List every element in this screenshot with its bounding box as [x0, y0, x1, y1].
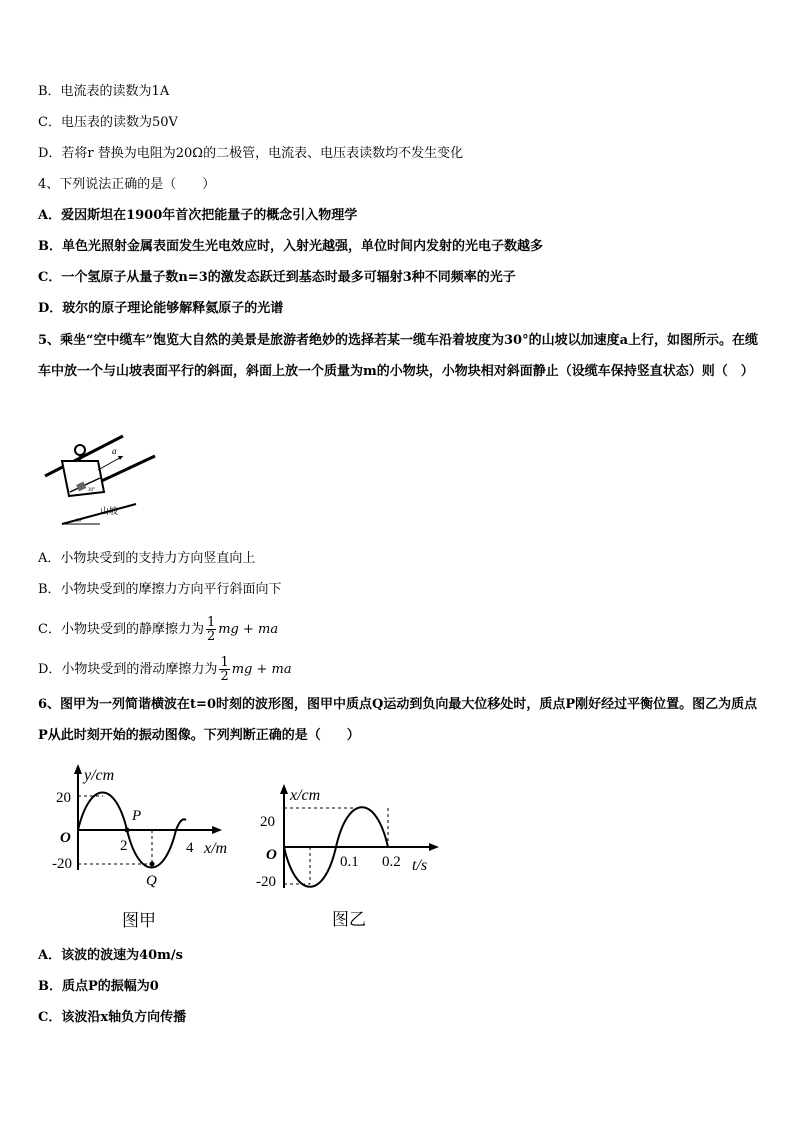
vibration-origin-label: O: [266, 847, 277, 863]
q5-cable-car-figure: [40, 418, 160, 530]
wave-x-tick-4: 4: [186, 840, 194, 856]
vibration-y-tick-top: 20: [260, 814, 275, 830]
accel-label: a: [112, 446, 117, 456]
q4-stem: 4、下列说法正确的是（ ）: [38, 177, 216, 192]
wave-y-tick-bottom: -20: [52, 856, 72, 872]
q5-option-d: [38, 656, 292, 683]
incline-angle-label: 30°: [88, 488, 95, 493]
q5-option-d-expression: mg + ma: [231, 662, 292, 677]
slope-angle-label: 30°: [76, 519, 83, 524]
vibration-t-tick-0.2: 0.2: [382, 854, 401, 870]
wave-x-axis-label: x/m: [204, 840, 228, 857]
q4-option-a: A．爱因斯坦在1900年首次把能量子的概念引入物理学: [38, 208, 358, 223]
fraction-numerator: 1: [206, 615, 216, 630]
fraction-numerator: 1: [220, 655, 229, 670]
fraction-denominator: 2: [206, 629, 216, 644]
q6-option-a: A．该波的波速为40m/s: [38, 948, 183, 963]
figure-b-caption: 图乙: [332, 910, 366, 929]
q6-vibration-figure-b: [252, 778, 447, 938]
fraction-half: [206, 616, 216, 643]
vibration-t-tick-0.1: 0.1: [340, 854, 359, 870]
q5-option-c-prefix: C．小物块受到的静摩擦力为: [38, 622, 204, 637]
fraction-denominator: 2: [220, 669, 229, 684]
q5-stem: 5、乘坐“空中缆车”饱览大自然的美景是旅游者绝妙的选择若某一缆车沿着坡度为30°的山坡以加速度a上行，如图所示。在缆车中放一个与山坡表面平行的斜面，斜面上放一个质量为m的小物块，小物块相对斜面静止（设缆车保持竖直状态）则（ ）: [38, 333, 759, 379]
q6-stem: 6、图甲为一列简谐横波在t=0时刻的波形图，图甲中质点Q运动到负向最大位移处时，质点P刚好经过平衡位置。图乙为质点P从此时刻开始的振动图像。下列判断正确的是（ ）: [38, 697, 758, 743]
slope-label: 山坡: [100, 506, 119, 516]
wave-origin-label: O: [60, 830, 71, 846]
q6-option-b: B．质点P的振幅为0: [38, 979, 159, 994]
q5-option-a: A．小物块受到的支持力方向竖直向上: [38, 551, 256, 566]
q6-option-c: C．该波沿x轴负方向传播: [38, 1010, 187, 1025]
q5-option-c-expression: mg + ma: [218, 622, 279, 637]
wave-y-tick-top: 20: [56, 790, 71, 806]
q5-option-b: B．小物块受到的摩擦力方向平行斜面向下: [38, 582, 282, 597]
vibration-y-tick-bottom: -20: [256, 874, 276, 890]
q5-option-c: [38, 616, 278, 643]
wave-x-tick-2: 2: [120, 838, 128, 854]
q4-option-c: C．一个氢原子从量子数n=3的激发态跃迁到基态时最多可辐射3种不同频率的光子: [38, 270, 516, 285]
vibration-x-axis-label: t/s: [412, 857, 428, 874]
fraction-half: [219, 656, 229, 683]
q3-option-c: C．电压表的读数为50V: [38, 115, 178, 130]
q4-option-d: D．玻尔的原子理论能够解释氦原子的光谱: [38, 301, 284, 316]
point-p-label: P: [132, 808, 142, 824]
vibration-y-axis-label: x/cm: [290, 787, 321, 804]
q3-option-d: D．若将r 替换为电阻为20Ω的二极管，电流表、电压表读数均不发生变化: [38, 146, 464, 161]
point-q-label: Q: [146, 873, 157, 889]
wave-y-axis-label: y/cm: [84, 767, 115, 784]
figure-a-caption: 图甲: [122, 911, 156, 930]
q3-option-b: B．电流表的读数为1A: [38, 84, 170, 99]
q6-wave-figure-a: [40, 760, 245, 935]
q5-option-d-prefix: D．小物块受到的滑动摩擦力为: [38, 662, 218, 677]
q4-option-b: B．单色光照射金属表面发生光电效应时，入射光越强，单位时间内发射的光电子数越多: [38, 239, 543, 254]
